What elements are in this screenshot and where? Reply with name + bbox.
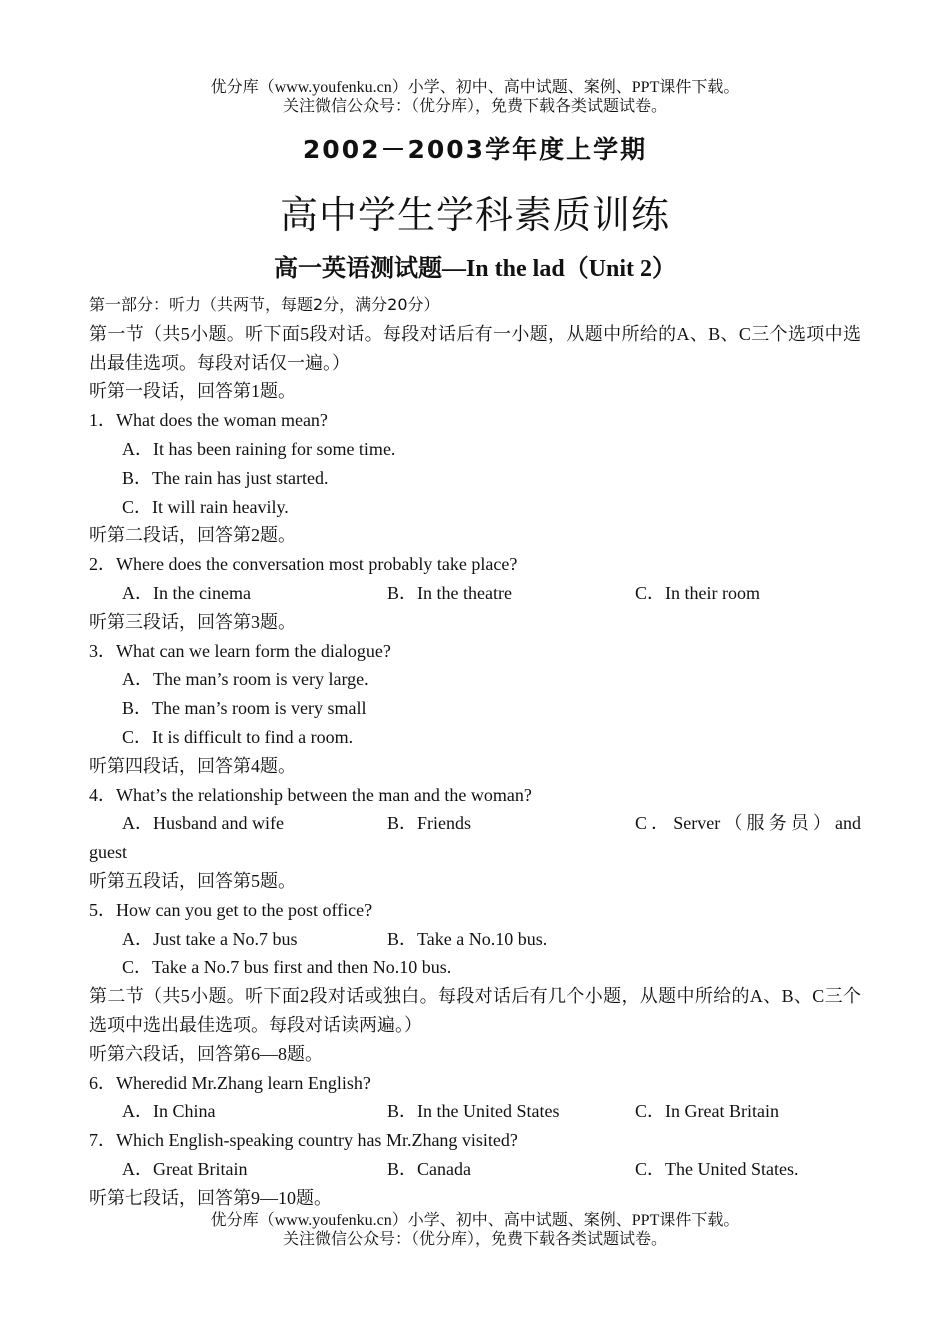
question-7-option-a: A．Great Britain [122, 1158, 248, 1179]
listening-instruction: 听第一段话，回答第1题。 [89, 381, 296, 402]
question-7-option-b: B．Canada [387, 1158, 471, 1179]
listening-instruction: 听第三段话，回答第3题。 [89, 611, 296, 632]
question-6-option-c: C．In Great Britain [635, 1101, 779, 1122]
question-4-option-c: C．Server（服务员）and [635, 813, 861, 834]
page-header [0, 78, 950, 116]
section1-intro: 第一节（共5小题。听下面5段对话。每段对话后有一小题，从题中所给的A、B、C三个选项中选出最佳选项。每段对话仅一遍。） [89, 323, 861, 373]
question-4: 4．What’s the relationship between the man and the woman? [89, 784, 532, 805]
question-1: 1．What does the woman mean? [89, 410, 328, 431]
question-1-option-a: A．It has been raining for some time. [122, 438, 396, 459]
question-2-option-c: C．In their room [635, 582, 760, 603]
question-7-options [89, 1155, 861, 1184]
question-1-option-b: B．The rain has just started. [122, 467, 329, 488]
question-2-option-a: A．In the cinema [122, 582, 251, 603]
listening-instruction: 听第四段话，回答第4题。 [89, 755, 296, 776]
question-1-option-c: C．It will rain heavily. [122, 496, 289, 517]
page-footer [0, 1211, 950, 1249]
listening-instruction: 听第五段话，回答第5题。 [89, 870, 296, 891]
part1-heading: 第一部分：听力（共两节，每题2分，满分20分） [89, 295, 440, 314]
question-5: 5．How can you get to the post office? [89, 899, 373, 920]
question-2-option-b: B．In the theatre [387, 582, 512, 603]
listening-instruction: 听第七段话，回答第9—10题。 [89, 1187, 332, 1208]
question-7: 7．Which English-speaking country has Mr.Zhang visited? [89, 1130, 518, 1151]
question-5-option-b: B．Take a No.10 bus. [387, 928, 548, 949]
question-5-option-c: C．Take a No.7 bus first and then No.10 bus. [122, 957, 452, 978]
question-5-options [89, 925, 861, 954]
question-4-option-a: A．Husband and wife [122, 813, 284, 834]
question-5-option-a: A．Just take a No.7 bus [122, 928, 298, 949]
question-4-option-b: B．Friends [387, 813, 472, 834]
question-2-options [89, 579, 861, 608]
question-3-option-c: C．It is difficult to find a room. [122, 726, 354, 747]
listening-instruction: 听第六段话，回答第6—8题。 [89, 1043, 323, 1064]
school-year-title: 2002－2003学年度上学期 [302, 135, 648, 164]
exam-body [89, 291, 861, 1213]
main-title: 高中学生学科素质训练 [279, 193, 670, 237]
question-3-option-a: A．The man’s room is very large. [122, 669, 369, 690]
header-line-2: 关注微信公众号：（优分库），免费下载各类试题试卷。 [282, 98, 667, 115]
question-4-option-c-wrap: guest [89, 842, 127, 863]
question-3-option-b: B．The man’s room is very small [122, 698, 367, 719]
question-7-option-c: C．The United States. [635, 1158, 799, 1179]
question-3: 3．What can we learn form the dialogue? [89, 640, 391, 661]
section2-intro: 第二节（共5小题。听下面2段对话或独白。每段对话后有几个小题，从题中所给的A、B、C三个选项中选出最佳选项。每段对话读两遍。） [89, 986, 861, 1035]
header-line-1: 优分库（www.youfenku.cn）小学、初中、高中试题、案例、PPT课件下载。 [210, 79, 740, 96]
question-6-option-a: A．In China [122, 1101, 216, 1122]
question-6: 6．Wheredid Mr.Zhang learn English? [89, 1072, 371, 1093]
footer-line-1: 优分库（www.youfenku.cn）小学、初中、高中试题、案例、PPT课件下载。 [210, 1212, 740, 1229]
question-2: 2．Where does the conversation most probably take place? [89, 554, 518, 575]
question-4-options [89, 809, 861, 838]
question-6-options [89, 1097, 861, 1126]
footer-line-2: 关注微信公众号：（优分库），免费下载各类试题试卷。 [282, 1231, 667, 1248]
test-subtitle: 高一英语测试题—In the lad（Unit 2） [273, 256, 677, 282]
listening-instruction: 听第二段话，回答第2题。 [89, 525, 296, 546]
question-6-option-b: B．In the United States [387, 1101, 560, 1122]
